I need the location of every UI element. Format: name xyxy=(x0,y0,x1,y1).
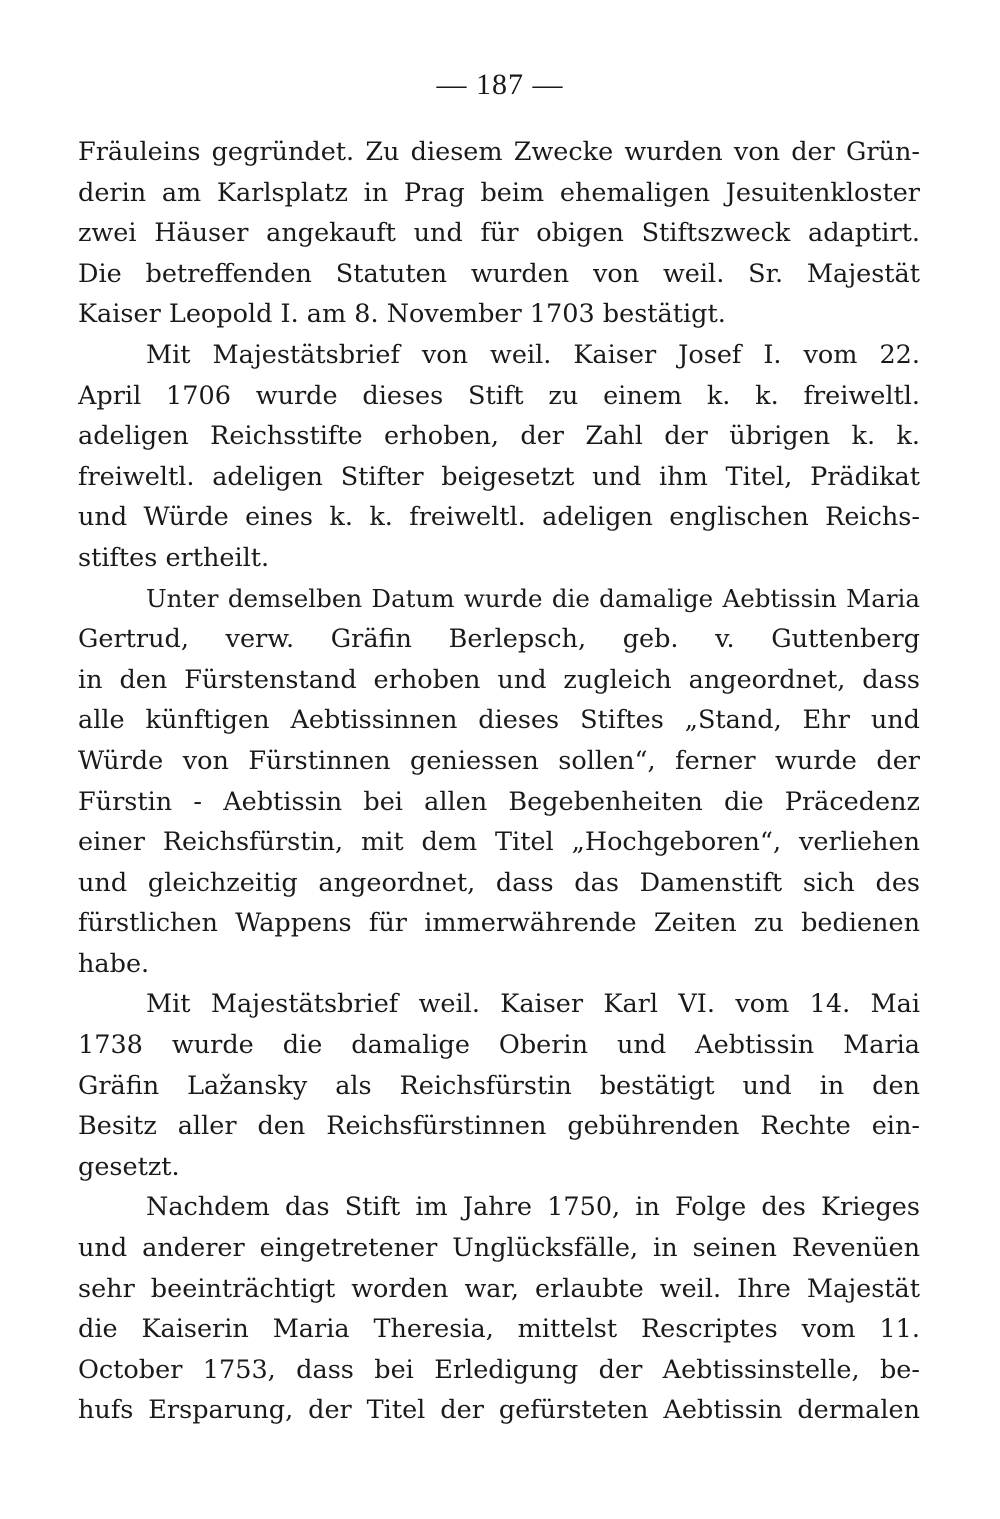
text-line: October 1753, dass bei Erledigung der Aebtissinstelle, be- xyxy=(78,1354,920,1385)
page-number: — 187 — xyxy=(436,68,564,101)
text-line: Unter demselben Datum wurde die damalige Aebtissin Maria xyxy=(146,583,920,613)
text-line: die Kaiserin Maria Theresia, mittelst Rescriptes vom 11. xyxy=(78,1314,920,1345)
text-line: stiftes ertheilt. xyxy=(78,542,270,573)
text-line: derin am Karlsplatz in Prag beim ehemaligen Jesuitenkloster xyxy=(78,177,920,208)
text-line: 1738 wurde die damalige Oberin und Aebtissin Maria xyxy=(78,1030,920,1061)
text-line: Mit Majestätsbrief von weil. Kaiser Josef I. vom 22. xyxy=(146,339,920,370)
text-line: Mit Majestätsbrief weil. Kaiser Karl VI. vom 14. Mai xyxy=(146,989,920,1020)
text-line: alle künftigen Aebtissinnen dieses Stiftes „Stand, Ehr und xyxy=(78,705,920,736)
text-line: freiweltl. adeligen Stifter beigesetzt und ihm Titel, Prädikat xyxy=(78,461,920,492)
text-line: und Würde eines k. k. freiweltl. adeligen englischen Reichs- xyxy=(78,502,920,533)
text-line: einer Reichsfürstin, mit dem Titel „Hochgeboren“, verliehen xyxy=(78,827,920,858)
text-line: Gräfin Lažansky als Reichsfürstin bestätigt und in den xyxy=(78,1070,920,1101)
text-line: zwei Häuser angekauft und für obigen Stiftszweck adaptirt. xyxy=(78,218,920,249)
text-line: Würde von Fürstinnen geniessen sollen“, ferner wurde der xyxy=(78,745,920,776)
text-line: sehr beeinträchtigt worden war, erlaubte weil. Ihre Majestät xyxy=(78,1273,920,1304)
text-line: Gertrud, verw. Gräfin Berlepsch, geb. v. Guttenberg xyxy=(78,624,920,655)
text-line: Besitz aller den Reichsfürstinnen gebührenden Rechte ein- xyxy=(78,1111,920,1142)
text-line: Fräuleins gegründet. Zu diesem Zwecke wurden von der Grün- xyxy=(78,137,920,167)
text-line: hufs Ersparung, der Titel der gefürsteten Aebtissin dermalen xyxy=(78,1395,920,1426)
text-line: gesetzt. xyxy=(78,1151,180,1182)
text-line: Kaiser Leopold I. am 8. November 1703 bestätigt. xyxy=(78,299,726,330)
text-line: in den Fürstenstand erhoben und zugleich angeordnet, dass xyxy=(78,664,920,695)
text-line: adeligen Reichsstifte erhoben, der Zahl der übrigen k. k. xyxy=(78,421,920,452)
body-text xyxy=(78,132,920,1431)
text-line: Die betreffenden Statuten wurden von weil. Sr. Majestät xyxy=(78,258,920,289)
text-line: habe. xyxy=(78,948,150,979)
text-line: Nachdem das Stift im Jahre 1750, in Folge des Krieges xyxy=(146,1192,920,1223)
text-line: und anderer eingetretener Unglücksfälle, in seinen Revenüen xyxy=(78,1233,920,1264)
text-line: und gleichzeitig angeordnet, dass das Damenstift sich des xyxy=(78,867,920,898)
text-line: April 1706 wurde dieses Stift zu einem k. k. freiweltl. xyxy=(78,380,920,411)
text-line: fürstlichen Wappens für immerwährende Zeiten zu bedienen xyxy=(78,908,920,939)
text-line: Fürstin - Aebtissin bei allen Begebenheiten die Präcedenz xyxy=(78,786,920,817)
